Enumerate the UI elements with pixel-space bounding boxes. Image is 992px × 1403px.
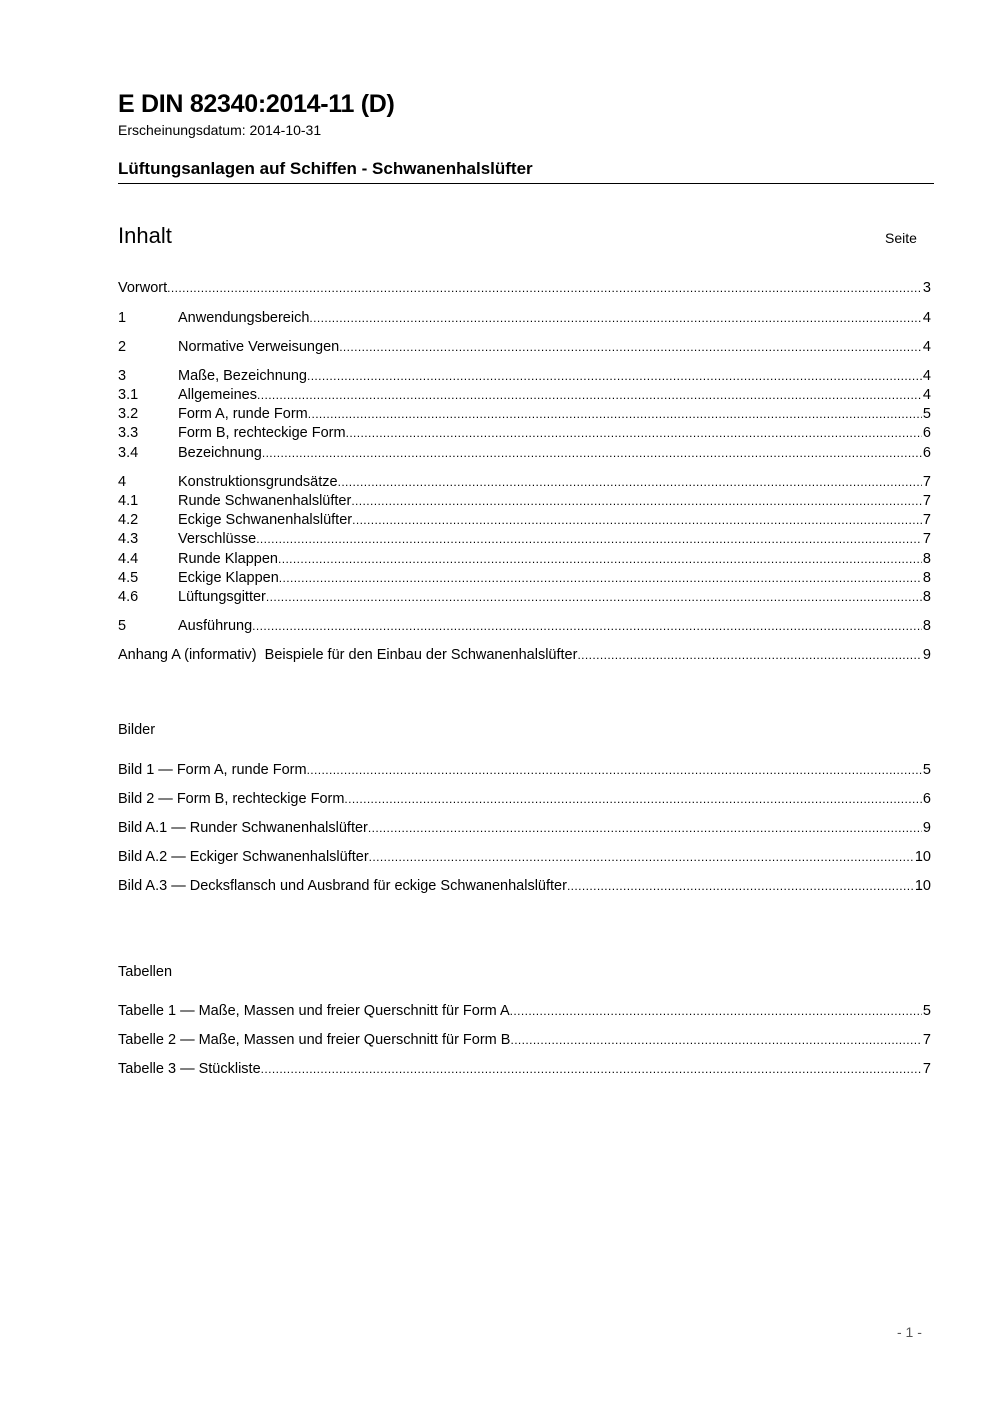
title-underline [118,183,934,184]
toc-entry-4-2[interactable] [118,511,931,529]
toc-entry-2[interactable] [118,338,931,356]
toc-leader-dots [278,550,922,568]
table-entry-3[interactable] [118,1060,931,1078]
toc-leader-dots [510,1031,921,1049]
toc-entry-number: 1 [118,310,127,326]
toc-entry-label: Normative Verweisungen [178,339,340,355]
toc-entry-page: 3 [922,280,931,296]
toc-entry-3-4[interactable] [118,444,931,462]
figure-entry-a2[interactable] [118,848,931,866]
toc-entry-vorwort[interactable] [118,279,931,297]
toc-entry-page: 6 [922,425,931,441]
figure-entry-page: 10 [914,878,931,894]
toc-entry-number: 4.2 [118,512,139,528]
toc-entry-4-3[interactable] [118,530,931,548]
toc-leader-dots [266,588,922,606]
toc-leader-dots [308,405,922,423]
toc-entry-page: 7 [922,531,931,547]
toc-leader-dots [307,761,922,779]
toc-entry-number: 3.1 [118,387,139,403]
toc-entry-label: Eckige Klappen [178,570,279,586]
figure-entry-label: Bild A.2 — Eckiger Schwanenhalslüfter [118,849,369,865]
table-entry-1[interactable] [118,1002,931,1020]
toc-entry-page: 6 [922,445,931,461]
figure-entry-label: Bild A.1 — Runder Schwanenhalslüfter [118,820,368,836]
toc-leader-dots [346,424,922,442]
page-column-label: Seite [885,230,917,246]
toc-leader-dots [344,790,922,808]
toc-entry-page: 4 [922,387,931,403]
toc-entry-page: 4 [922,339,931,355]
toc-entry-label: Anwendungsbereich [178,310,310,326]
toc-leader-dots [510,1002,922,1020]
toc-entry-4-6[interactable] [118,588,931,606]
toc-entry-label: Form B, rechteckige Form [178,425,346,441]
toc-leader-dots [256,530,922,548]
toc-entry-label: Form A, runde Form [178,406,308,422]
toc-leader-dots [261,1060,922,1078]
toc-entry-number: 3.2 [118,406,139,422]
toc-leader-dots [167,279,922,297]
toc-leader-dots [352,511,922,529]
toc-entry-page: 8 [922,551,931,567]
toc-entry-1[interactable] [118,309,931,327]
figure-entry-label: Bild A.3 — Decksflansch und Ausbrand für eckige Schwanenhalslüfter [118,878,567,894]
toc-entry-4-5[interactable] [118,569,931,587]
toc-entry-page: 8 [922,570,931,586]
toc-entry-label: Runde Schwanenhalslüfter [178,493,352,509]
toc-entry-page: 7 [922,493,931,509]
toc-entry-number: 4.3 [118,531,139,547]
table-entry-page: 7 [922,1061,931,1077]
toc-entry-page: 7 [922,474,931,490]
toc-entry-number: 3.4 [118,445,139,461]
figure-entry-page: 10 [914,849,931,865]
toc-entry-3[interactable] [118,367,931,385]
toc-leader-dots [339,338,922,356]
toc-entry-3-2[interactable] [118,405,931,423]
toc-entry-page: 4 [922,310,931,326]
toc-entry-3-3[interactable] [118,424,931,442]
toc-entry-5[interactable] [118,617,931,635]
toc-entry-number: 5 [118,618,127,634]
toc-entry-number: 4.1 [118,493,139,509]
toc-entry-page: 8 [922,618,931,634]
tables-heading: Tabellen [118,964,173,980]
toc-entry-page: 5 [922,406,931,422]
figure-entry-2[interactable] [118,790,931,808]
figure-entry-label: Bild 1 — Form A, runde Form [118,762,307,778]
toc-entry-number: 4.4 [118,551,139,567]
toc-entry-label: Konstruktionsgrundsätze [178,474,338,490]
toc-leader-dots [307,367,922,385]
toc-entry-label: Lüftungsgitter [178,589,266,605]
page-number: - 1 - [897,1324,922,1340]
toc-entry-label: Vorwort [118,280,168,296]
document-title: Lüftungsanlagen auf Schiffen - Schwanenhalslüfter [118,159,533,178]
toc-entry-label: Anhang A (informativ) Beispiele für den Einbau der Schwanenhalslüfter [118,647,578,663]
toc-leader-dots [262,444,922,462]
figure-entry-page: 9 [922,820,931,836]
toc-entry-number: 4.6 [118,589,139,605]
table-entry-page: 7 [922,1032,931,1048]
toc-entry-page: 9 [922,647,931,663]
toc-entry-3-1[interactable] [118,386,931,404]
toc-leader-dots [252,617,922,635]
toc-leader-dots [279,569,922,587]
toc-entry-label: Runde Klappen [178,551,278,567]
toc-leader-dots [369,848,914,866]
toc-entry-page: 7 [922,512,931,528]
table-entry-label: Tabelle 3 — Stückliste [118,1061,261,1077]
document-id: E DIN 82340:2014-11 (D) [118,90,395,118]
publication-date: Erscheinungsdatum: 2014-10-31 [118,122,322,138]
toc-entry-page: 4 [922,368,931,384]
toc-leader-dots [338,473,922,491]
toc-entry-label: Verschlüsse [178,531,257,547]
toc-entry-4-1[interactable] [118,492,931,510]
figure-entry-page: 6 [922,791,931,807]
figure-entry-label: Bild 2 — Form B, rechteckige Form [118,791,345,807]
toc-entry-number: 4.5 [118,570,139,586]
toc-entry-label: Eckige Schwanenhalslüfter [178,512,353,528]
toc-leader-dots [368,819,922,837]
toc-entry-label: Maße, Bezeichnung [178,368,307,384]
toc-entry-label: Allgemeines [178,387,257,403]
toc-leader-dots [351,492,922,510]
table-entry-2[interactable] [118,1031,931,1049]
toc-entry-number: 2 [118,339,127,355]
table-entry-label: Tabelle 1 — Maße, Massen und freier Querschnitt für Form A [118,1003,510,1019]
figure-entry-page: 5 [922,762,931,778]
toc-entry-4[interactable] [118,473,931,491]
toc-entry-label: Ausführung [178,618,253,634]
toc-leader-dots [309,309,922,327]
toc-entry-number: 3.3 [118,425,139,441]
figure-entry-a3[interactable] [118,877,931,895]
table-entry-page: 5 [922,1003,931,1019]
toc-leader-dots [257,386,922,404]
figures-heading: Bilder [118,722,156,738]
toc-entry-4-4[interactable] [118,550,931,568]
toc-entry-page: 8 [922,589,931,605]
figure-entry-a1[interactable] [118,819,931,837]
toc-entry-number: 4 [118,474,127,490]
toc-leader-dots [577,646,921,664]
toc-entry-anhang-a[interactable] [118,646,931,664]
figure-entry-1[interactable] [118,761,931,779]
table-entry-label: Tabelle 2 — Maße, Massen und freier Querschnitt für Form B [118,1032,511,1048]
toc-heading: Inhalt [118,223,172,248]
toc-entry-number: 3 [118,368,127,384]
toc-leader-dots [567,877,914,895]
toc-entry-label: Bezeichnung [178,445,262,461]
